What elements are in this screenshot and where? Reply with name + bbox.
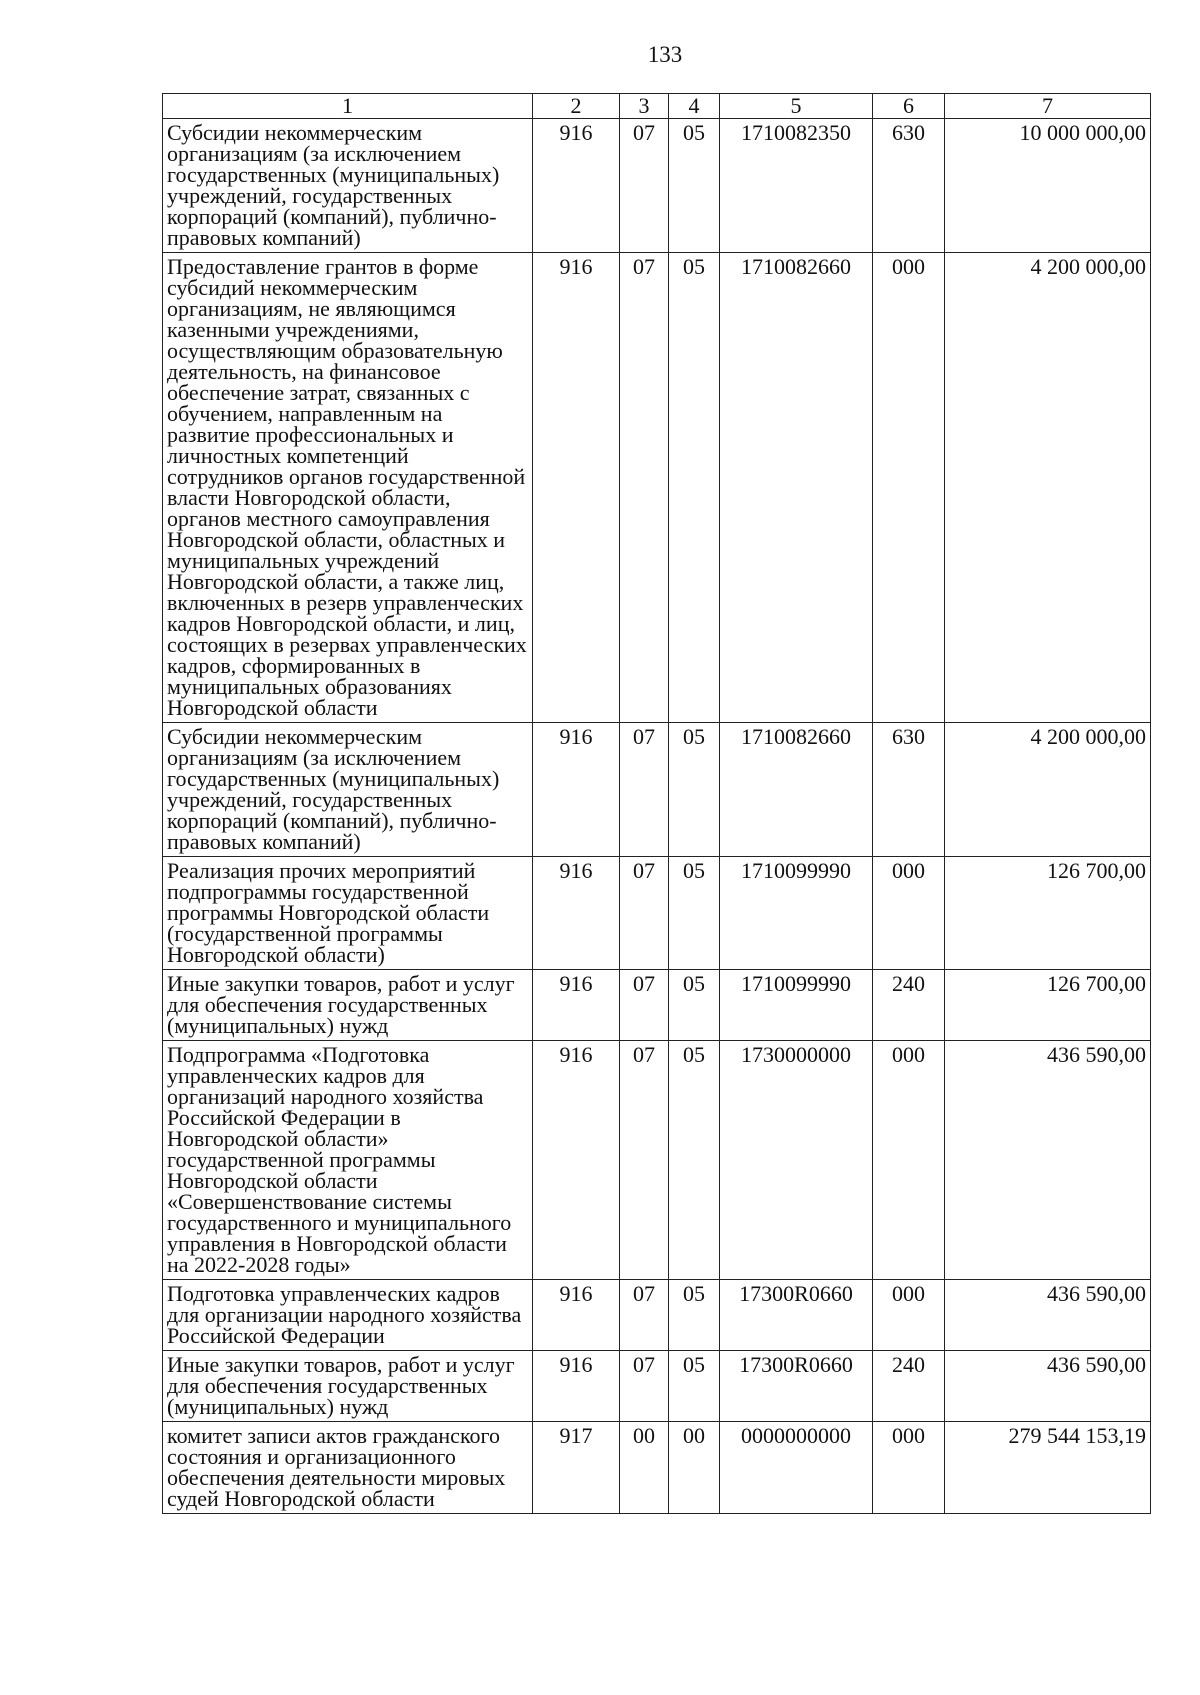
ministry-code-cell: 917 xyxy=(533,1422,620,1514)
subsection-cell: 05 xyxy=(669,857,720,970)
expense-type-cell: 000 xyxy=(873,253,945,723)
amount-cell: 126 700,00 xyxy=(945,857,1151,970)
expense-type-cell: 000 xyxy=(873,1280,945,1351)
subsection-cell: 00 xyxy=(669,1422,720,1514)
amount-cell: 4 200 000,00 xyxy=(945,723,1151,857)
row-name-cell: Иные закупки товаров, работ и услуг для обеспечения государственных (муниципальных) нужд xyxy=(163,1351,533,1422)
expense-type-cell: 630 xyxy=(873,723,945,857)
header-cell: 2 xyxy=(533,94,620,119)
subsection-cell: 05 xyxy=(669,1280,720,1351)
expense-type-cell: 240 xyxy=(873,970,945,1041)
row-name-cell: Предоставление грантов в форме субсидий некоммерческим организациям, не являющимся казенными учреждениями, осуществляющим образовательную деятельность, на финансовое обеспечение затрат, связанных с обучением, направленным на развитие профессиональных и личностных компетенций сотрудников органов государственной власти Новгородской области, органов местного самоуправления Новгородской области, областных и муниципальных учреждений Новгородской области, а также лиц, включенных в резерв управленческих кадров Новгородской области, и лиц, состоящих в резервах управленческих кадров, сформированных в муниципальных образованиях Новгородской области xyxy=(163,253,533,723)
table-row xyxy=(163,1280,1151,1351)
header-cell: 4 xyxy=(669,94,720,119)
row-name-cell: Иные закупки товаров, работ и услуг для обеспечения государственных (муниципальных) нужд xyxy=(163,970,533,1041)
section-cell: 07 xyxy=(620,1280,669,1351)
ministry-code-cell: 916 xyxy=(533,723,620,857)
table-row xyxy=(163,970,1151,1041)
row-name-cell: Подготовка управленческих кадров для организации народного хозяйства Российской Федерации xyxy=(163,1280,533,1351)
target-article-cell: 1710099990 xyxy=(720,970,873,1041)
row-name-cell: комитет записи актов гражданского состояния и организационного обеспечения деятельности мировых судей Новгородской области xyxy=(163,1422,533,1514)
row-name-cell: Реализация прочих мероприятий подпрограммы государственной программы Новгородской области (государственной программы Новгородской области) xyxy=(163,857,533,970)
header-cell: 1 xyxy=(163,94,533,119)
row-name-cell: Подпрограмма «Подготовка управленческих кадров для организаций народного хозяйства Российской Федерации в Новгородской области» государственной программы Новгородской области «Совершенствование системы государственного и муниципального управления в Новгородской области на 2022-2028 годы» xyxy=(163,1041,533,1280)
expense-type-cell: 000 xyxy=(873,1041,945,1280)
ministry-code-cell: 916 xyxy=(533,857,620,970)
header-row xyxy=(163,94,1151,119)
amount-cell: 10 000 000,00 xyxy=(945,119,1151,253)
expense-type-cell: 240 xyxy=(873,1351,945,1422)
expense-type-cell: 000 xyxy=(873,1422,945,1514)
section-cell: 07 xyxy=(620,723,669,857)
subsection-cell: 05 xyxy=(669,1351,720,1422)
target-article-cell: 1730000000 xyxy=(720,1041,873,1280)
target-article-cell: 1710099990 xyxy=(720,857,873,970)
ministry-code-cell: 916 xyxy=(533,1041,620,1280)
table-row xyxy=(163,857,1151,970)
expense-type-cell: 630 xyxy=(873,119,945,253)
row-name-cell: Субсидии некоммерческим организациям (за исключением государственных (муниципальных) учреждений, государственных корпораций (компаний), публично-правовых компаний) xyxy=(163,119,533,253)
section-cell: 07 xyxy=(620,1041,669,1280)
amount-cell: 436 590,00 xyxy=(945,1280,1151,1351)
header-cell: 7 xyxy=(945,94,1151,119)
amount-cell: 4 200 000,00 xyxy=(945,253,1151,723)
amount-cell: 126 700,00 xyxy=(945,970,1151,1041)
header-cell: 5 xyxy=(720,94,873,119)
subsection-cell: 05 xyxy=(669,1041,720,1280)
table-row xyxy=(163,1351,1151,1422)
section-cell: 07 xyxy=(620,253,669,723)
ministry-code-cell: 916 xyxy=(533,1280,620,1351)
target-article-cell: 17300R0660 xyxy=(720,1351,873,1422)
header-cell: 3 xyxy=(620,94,669,119)
section-cell: 07 xyxy=(620,857,669,970)
target-article-cell: 0000000000 xyxy=(720,1422,873,1514)
amount-cell: 436 590,00 xyxy=(945,1351,1151,1422)
subsection-cell: 05 xyxy=(669,723,720,857)
target-article-cell: 1710082660 xyxy=(720,723,873,857)
table-row xyxy=(163,1422,1151,1514)
amount-cell: 279 544 153,19 xyxy=(945,1422,1151,1514)
table-row xyxy=(163,119,1151,253)
section-cell: 07 xyxy=(620,970,669,1041)
section-cell: 00 xyxy=(620,1422,669,1514)
expense-type-cell: 000 xyxy=(873,857,945,970)
ministry-code-cell: 916 xyxy=(533,1351,620,1422)
table-row xyxy=(163,723,1151,857)
amount-cell: 436 590,00 xyxy=(945,1041,1151,1280)
page-number: 133 xyxy=(647,42,683,67)
target-article-cell: 1710082660 xyxy=(720,253,873,723)
section-cell: 07 xyxy=(620,1351,669,1422)
row-name-cell: Субсидии некоммерческим организациям (за исключением государственных (муниципальных) учреждений, государственных корпораций (компаний), публично-правовых компаний) xyxy=(163,723,533,857)
table-row xyxy=(163,1041,1151,1280)
budget-table xyxy=(162,93,1151,1514)
subsection-cell: 05 xyxy=(669,119,720,253)
subsection-cell: 05 xyxy=(669,970,720,1041)
table-row xyxy=(163,253,1151,723)
ministry-code-cell: 916 xyxy=(533,970,620,1041)
subsection-cell: 05 xyxy=(669,253,720,723)
target-article-cell: 17300R0660 xyxy=(720,1280,873,1351)
target-article-cell: 1710082350 xyxy=(720,119,873,253)
ministry-code-cell: 916 xyxy=(533,119,620,253)
ministry-code-cell: 916 xyxy=(533,253,620,723)
header-cell: 6 xyxy=(873,94,945,119)
section-cell: 07 xyxy=(620,119,669,253)
